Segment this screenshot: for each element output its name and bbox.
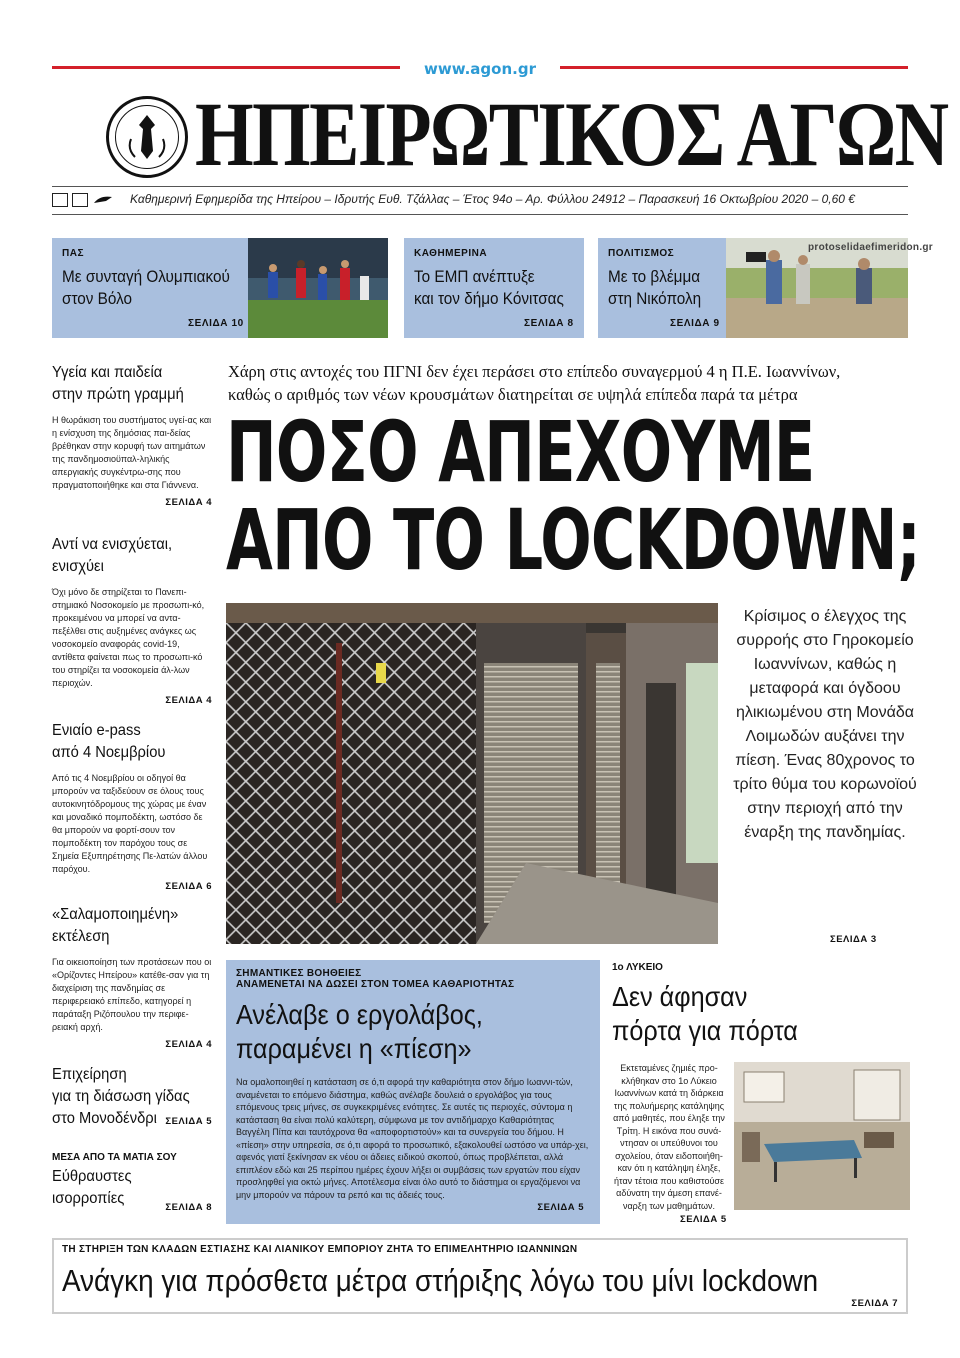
archaeology-photo (726, 238, 908, 338)
teaser-title: Το ΕΜΠ ανέπτυξε και τον δήμο Κόνιτσας (414, 267, 564, 308)
publisher-logo-icon (72, 193, 88, 207)
story-page: ΣΕΛΙΔΑ 4 (165, 1039, 212, 1050)
teaser-title: Με το βλέμμα στη Νικόπολη (608, 267, 702, 308)
edition-info-line: Καθημερινή Εφημερίδα της Ηπείρου – Ιδρυτής Ευθ. Τζάλλας – Έτος 94ο – Αρ. Φύλλου 24912 – Παρασκευή 16 Οκτωβρίου 2020 – 0,60 € (130, 192, 855, 206)
story-headline: Επιχείρηση για τη διάσωση γίδας στο Μονοδένδρι (52, 1066, 190, 1127)
teaser-kicker: ΠΑΣ (62, 248, 84, 259)
left-story[interactable] (52, 1064, 212, 1127)
left-story[interactable] (52, 534, 212, 706)
story-body: Εκτεταμένες ζημιές προ-κλήθηκαν στο 1ο Λύκειο Ιωαννίνων κατά τη διάρκεια της πολυήμερης κατάληψης από μαθητές, που έληξε την Τρίτη. Η εικόνα που συνά-ντησαν οι υπεύθυνοι του σχολείου, όταν ειδοποιήθη-καν ότι η κατάληψη έληξε, ήταν τέτοια που καθιστούσε αδύνατη την άμεση επανέ-ναρξη των μαθημάτων. (613, 1063, 725, 1211)
story-kicker: 1ο ΛΥΚΕΙΟ (612, 962, 663, 973)
cleaning-story-box[interactable] (226, 960, 600, 1224)
story-page: ΣΕΛΙΔΑ 5 (537, 1202, 584, 1213)
left-story[interactable] (52, 1152, 212, 1213)
left-story[interactable] (52, 362, 212, 508)
story-headline[interactable]: Δεν άφησαν πόρτα για πόρτα (612, 981, 798, 1046)
story-kicker: ΣΗΜΑΝΤΙΚΕΣ ΒΟΗΘΕΙΕΣ ΑΝΑΜΕΝΕΤΑΙ ΝΑ ΔΩΣΕΙ ΣΤΟΝ ΤΟΜΕΑ ΚΑΘΑΡΙΟΤΗΤΑΣ (236, 968, 515, 990)
story-body: Όχι μόνο δε στηρίζεται το Πανεπι-στημιακό Νοσοκομείο με προσωπι-κό, προκειμένου να μπορεί να αντα-πεξέλθει στις αυξημένες ανάγκες ως νοσοκομείο αναφοράς covid-19, αντίθετα φαίνεται πως το προσωπι-κό του στηρίζει τα νοσοκομεία άλ-λων περιοχών. (52, 587, 205, 688)
website-url[interactable]: www.agon.gr (400, 60, 560, 76)
teaser-page: ΣΕΛΙΔΑ 8 (524, 318, 574, 329)
story-headline: Υγεία και παιδεία στην πρώτη γραμμή (52, 364, 184, 403)
newspaper-seal-logo-icon (106, 96, 188, 178)
main-subheadline: Χάρη στις αντοχές του ΠΓΝΙ δεν έχει περάσει στο επίπεδο συναγερμού 4 η Π.Ε. Ιωαννίνων, καθώς ο αριθμός των νέων κρουσμάτων διατηρείται σε υψηλά επίπεδα παρά τα μέτρα (228, 362, 841, 404)
teaser-pas[interactable] (52, 238, 388, 338)
teaser-kathimerina[interactable] (404, 238, 584, 338)
teaser-page: ΣΕΛΙΔΑ 9 (670, 318, 720, 329)
main-story-summary: Κρίσιμος ο έλεγχος της συρροής στο Γηροκομείο Ιωαννίνων, καθώς η μεταφορά και όγδοου ηλικιωμένου στη Μονάδα Λοιμωδών αυξάνει την πίεση. Ένας 80χρονος το τρίτο θύμα του κορωνοϊού στην περιοχή από την έναρξη της πανδημίας. (733, 608, 917, 841)
story-headline: Αντί να ενισχύεται, ενισχύει (52, 536, 173, 575)
story-body: Από τις 4 Νοεμβρίου οι οδηγοί θα μπορούν να ταξιδεύουν σε όλους τους αυτοκινητόδρομους της χώρας με έναν και μοναδικό πομποδέκτη, ωστόσο δε θα μπορούν να φορτί-σουν τον πομποδέκτη τον παρόχου τους σε Σημεία Εξυπηρέτησης Πε-λατών άλλου παρόχου. (52, 773, 208, 874)
story-page: ΣΕΛΙΔΑ 4 (165, 497, 212, 508)
left-story[interactable] (52, 904, 212, 1050)
story-page: ΣΕΛΙΔΑ 8 (165, 1202, 212, 1213)
story-body: Η θωράκιση του συστήματος υγεί-ας και η ενίσχυση της δημόσιας παι-δείας βρέθηκαν στην κορυφή των αιτημάτων της πανδημοσιοϋπαλ-ληλικής απεργιακής συγκέντρω-σης που πραγματοποιήθηκε και στα Γιάννενα. (52, 415, 212, 490)
left-story[interactable] (52, 720, 212, 892)
teaser-politismos[interactable] (598, 238, 908, 338)
main-headline[interactable]: ΠΟΣΟ ΑΠΕΧΟΥΜΕ ΑΠΟ ΤΟ LOCKDOWN; (226, 403, 921, 589)
publisher-logo-icon (52, 193, 68, 207)
main-story-page: ΣΕΛΙΔΑ 3 (830, 934, 877, 945)
story-kicker: ΜΕΣΑ ΑΠΟ ΤΑ ΜΑΤΙΑ ΣΟΥ (52, 1152, 177, 1163)
teaser-page: ΣΕΛΙΔΑ 10 (188, 318, 244, 329)
story-headline: Ενιαίο e-pass από 4 Νοεμβρίου (52, 722, 166, 761)
story-headline: Εύθραυστες ισορροπίες (52, 1168, 132, 1207)
divider (52, 186, 908, 187)
bottom-banner-story[interactable] (52, 1238, 908, 1314)
teaser-kicker: ΠΟΛΙΤΙΣΜΟΣ (608, 248, 675, 259)
story-headline: «Σαλαμοποιημένη» εκτέλεση (52, 906, 179, 945)
story-kicker: ΤΗ ΣΤΗΡΙΞΗ ΤΩΝ ΚΛΑΔΩΝ ΕΣΤΙΑΣΗΣ ΚΑΙ ΛΙΑΝΙΚΟΥ ΕΜΠΟΡΙΟΥ ΖΗΤΑ ΤΟ ΕΠΙΜΕΛΗΤΗΡΙΟ ΙΩΑΝΝΙΝΩΝ (62, 1244, 578, 1255)
story-body: Για οικειοποίηση των προτάσεων που οι «Ορίζοντες Ηπείρου» κατέθε-σαν για τη διαχείριση της πανδημίας σε περιφερειακό επίπεδο, κατηγορεί η παράταξη Ριζόπουλου την περιφε-ρειακή αρχή. (52, 957, 212, 1032)
publisher-logo-icon (92, 193, 114, 207)
story-headline: Ανέλαβε ο εργολάβος, παραμένει η «πίεση» (236, 999, 483, 1064)
story-headline: Ανάγκη για πρόσθετα μέτρα στήριξης λόγω του μίνι lockdown (62, 1263, 819, 1298)
teaser-kicker: ΚΑΘΗΜΕΡΙΝΑ (414, 248, 488, 259)
story-page: ΣΕΛΙΔΑ 4 (165, 695, 212, 706)
story-page: ΣΕΛΙΔΑ 5 (165, 1116, 212, 1127)
masthead-title: ΗΠΕΙΡΩΤΙΚΟΣ ΑΓΩΝ (195, 83, 948, 185)
watermark: protoselidaefimeridon.gr (808, 242, 933, 253)
vandalized-classroom-photo (734, 1062, 910, 1210)
divider (52, 214, 908, 215)
shuttered-shops-photo (226, 603, 718, 944)
story-page: ΣΕΛΙΔΑ 5 (680, 1214, 727, 1225)
story-page: ΣΕΛΙΔΑ 6 (165, 881, 212, 892)
football-photo (248, 238, 388, 338)
teaser-title: Με συνταγή Ολυμπιακού στον Βόλο (62, 267, 230, 308)
story-body: Να ομαλοποιηθεί η κατάσταση σε ό,τι αφορά την καθαριότητα στον δήμο Ιωαννι-τών, αναμένεται το επόμενο διάστημα, καθώς ανέλαβε δουλειά ο εργολάβος για τους επόμενους τρεις μήνες, σε συγκεκριμένες ενότητες. Σε αυτές τις περιοχές, σύντομα η κατάσταση θα είναι πολύ καλύτερη, σύμφωνα με τον αντιδήμαρχο Καθαριότητας Βαγγέλη Πίπα και ταυτόχρονα θα «αποφορτιστούν» και τα συνεργεία του δήμου. Η «πίεση» στην υπηρεσία, σε ό,τι αφορά το προσωπικό, εξακολουθεί ωστόσο να υπάρ-χει, αφενός γιατί ξεκίνησαν εκ νέου οι άδειες ειδικού σκοπού, όπως προβλέπεται, αλλά επιπλέον εδώ και 25 περίπου ημέρες έχουν λήξει οι συμβάσεις των εργατών που είχαν προσληφθεί για οκτώ μήνες. Αποτέλεσμα είναι όλο αυτό το διάστημα οι εργαζόμενοι να μην μπορούν να πάρουν τα ρεπό και τις άδειές τους. (236, 1077, 589, 1200)
story-page: ΣΕΛΙΔΑ 7 (851, 1298, 898, 1309)
